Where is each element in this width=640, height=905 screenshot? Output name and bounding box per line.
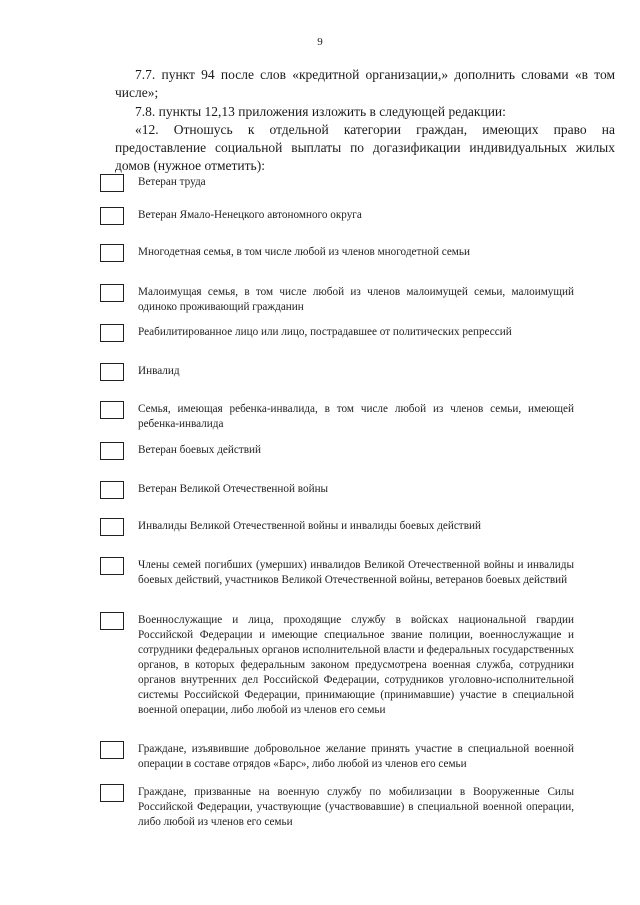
paragraph-7-8: 7.8. пункты 12,13 приложения изложить в следующей редакции: (135, 104, 506, 119)
checkbox[interactable] (100, 207, 124, 225)
checkbox[interactable] (100, 284, 124, 302)
checkbox[interactable] (100, 784, 124, 802)
option-label: Инвалид (138, 365, 180, 377)
checkbox[interactable] (100, 401, 124, 419)
option-label: Семья, имеющая ребенка-инвалида, в том числе любой из членов семьи, имеющей ребенка-инвалида (138, 403, 574, 430)
checkbox[interactable] (100, 518, 124, 536)
checkbox[interactable] (100, 612, 124, 630)
option-label: Инвалиды Великой Отечественной войны и инвалиды боевых действий (138, 520, 481, 532)
option-label: Граждане, призванные на военную службу по мобилизации в Вооруженные Силы Российской Федерации, участвующие (участвовавшие) в специальной военной операции, либо любой из членов его семьи (138, 786, 574, 828)
option-label: Граждане, изъявившие добровольное желание принять участие в специальной военной операции в составе отрядов «Барс», либо любой из членов его семьи (138, 743, 574, 770)
checkbox[interactable] (100, 442, 124, 460)
option-label: Реабилитированное лицо или лицо, пострадавшее от политических репрессий (138, 326, 512, 338)
paragraph-12-intro: «12. Отношусь к отдельной категории граждан, имеющих право на предоставление социальной выплаты по догазификации индивидуальных жилых домов (нужное отметить): (115, 122, 615, 173)
checkbox[interactable] (100, 174, 124, 192)
option-label: Многодетная семья, в том числе любой из членов многодетной семьи (138, 246, 470, 258)
option-label: Ветеран боевых действий (138, 444, 261, 456)
checkbox[interactable] (100, 363, 124, 381)
checkbox[interactable] (100, 557, 124, 575)
page-number: 9 (317, 36, 323, 48)
option-label: Малоимущая семья, в том числе любой из членов малоимущей семьи, малоимущий одиноко проживающий гражданин (138, 286, 574, 313)
checkbox[interactable] (100, 324, 124, 342)
option-label: Члены семей погибших (умерших) инвалидов Великой Отечественной войны и инвалиды боевых действий, участников Великой Отечественной войны, ветеранов боевых действий (138, 559, 574, 586)
option-label: Ветеран труда (138, 176, 206, 188)
checkbox[interactable] (100, 244, 124, 262)
checkbox[interactable] (100, 741, 124, 759)
checkbox[interactable] (100, 481, 124, 499)
option-label: Военнослужащие и лица, проходящие службу в войсках национальной гвардии Российской Федерации и имеющие специальное звание полиции, военнослужащие и сотрудники федеральных органов исполнительной власти и федеральных государственных органов, в которых федеральным законом предусмотрена военная служба, сотрудники органов внутренних дел Российской Федерации, сотрудников уголовно-исполнительной системы Российской Федерации, принимающие (принимавшие) участие в специальной военной операции, либо любой из членов его семьи (138, 614, 574, 716)
option-label: Ветеран Ямало-Ненецкого автономного округа (138, 209, 362, 221)
option-label: Ветеран Великой Отечественной войны (138, 483, 329, 495)
paragraph-7-7: 7.7. пункт 94 после слов «кредитной организации,» дополнить словами «в том числе»; (115, 67, 615, 100)
